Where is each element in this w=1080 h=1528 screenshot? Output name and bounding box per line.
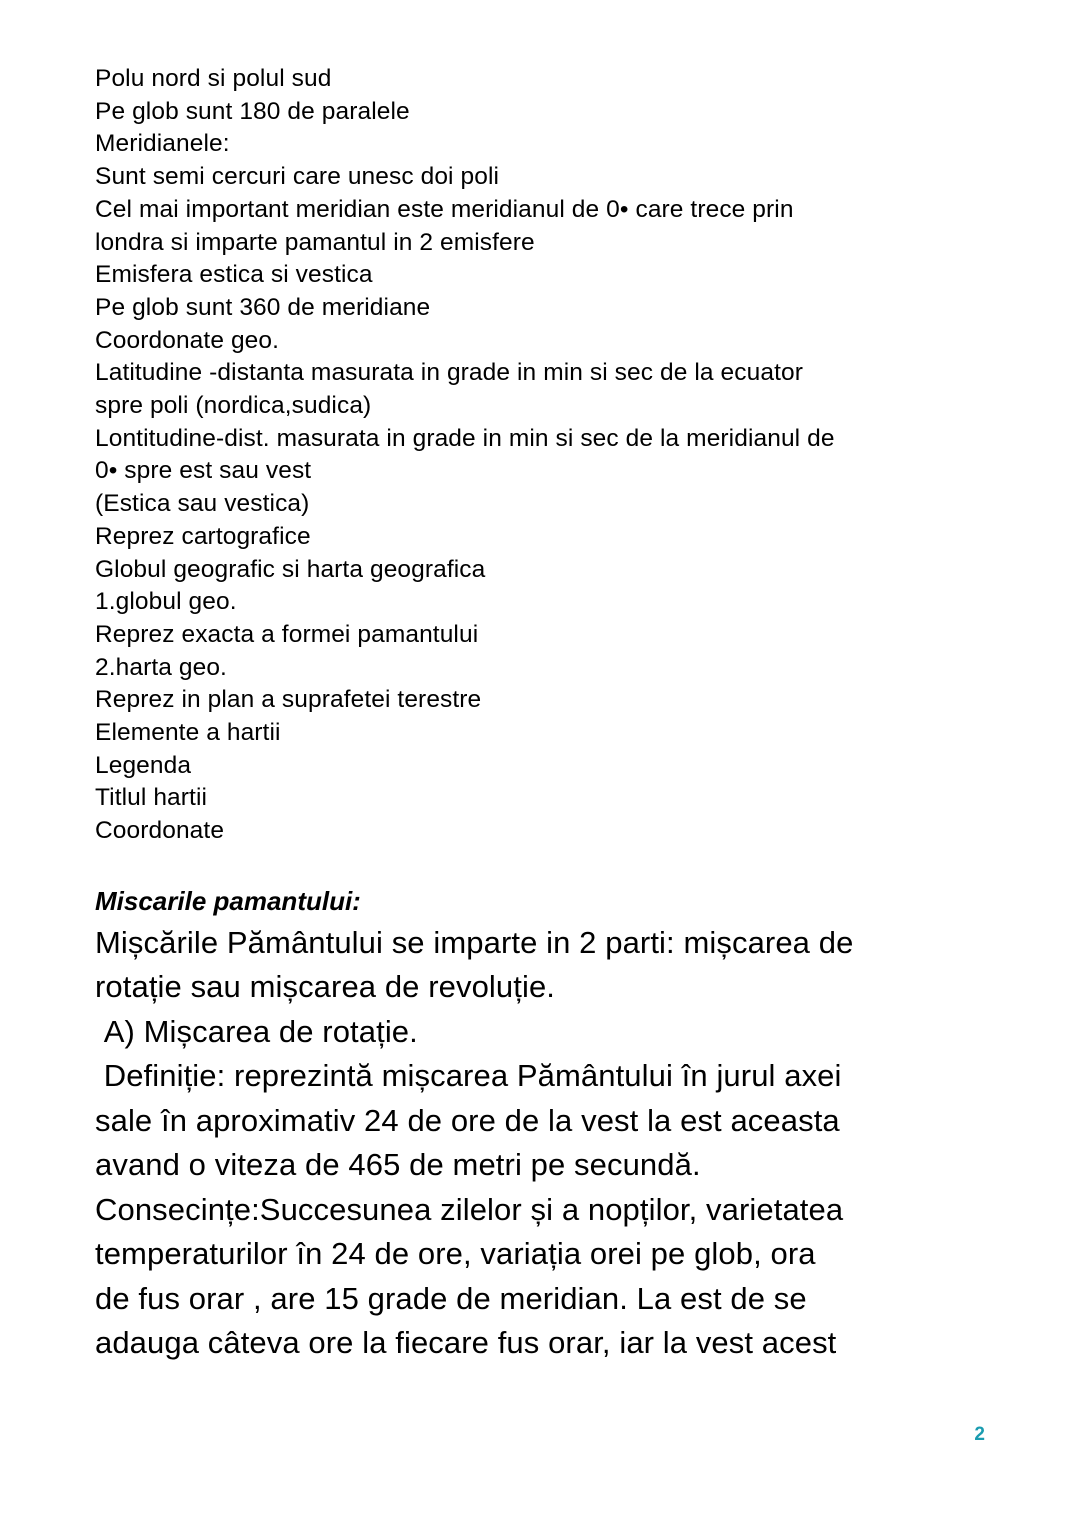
note-line: Pe glob sunt 180 de paralele xyxy=(95,97,410,125)
note-line: Meridianele: xyxy=(95,130,230,158)
note-line: Coordonate xyxy=(95,817,225,845)
note-line: (Estica sau vestica) xyxy=(95,490,310,518)
note-line: Titlul hartii xyxy=(95,784,208,812)
body-line: sale în aproximativ 24 de ore de la vest la est aceasta xyxy=(95,1102,840,1138)
note-line: Emisfera estica si vestica xyxy=(95,261,373,289)
body-line: temperaturilor în 24 de ore, variația orei pe glob, ora xyxy=(95,1236,816,1272)
note-line: londra si imparte pamantul in 2 emisfere xyxy=(95,228,535,256)
note-line: 0• spre est sau vest xyxy=(95,457,312,485)
section-body xyxy=(95,921,985,1366)
notes-block xyxy=(95,63,985,848)
body-line: avand o viteza de 465 de metri pe secundă. xyxy=(95,1147,701,1183)
note-line: Polu nord si polul sud xyxy=(95,65,332,92)
body-line: rotație sau mișcarea de revoluție. xyxy=(95,969,556,1005)
body-line: de fus orar , are 15 grade de meridian. La est de se xyxy=(95,1280,807,1316)
note-line: spre poli (nordica,sudica) xyxy=(95,392,372,420)
note-line: Coordonate geo. xyxy=(95,326,280,354)
note-line: Elemente a hartii xyxy=(95,719,281,747)
note-line: Legenda xyxy=(95,751,192,779)
note-line: 1.globul geo. xyxy=(95,588,237,616)
section-heading: Miscarile pamantului: xyxy=(95,885,361,916)
note-line: Sunt semi cercuri care unesc doi poli xyxy=(95,163,500,191)
body-line: Consecințe:Succesunea zilelor și a nopților, varietatea xyxy=(95,1191,844,1227)
note-line: 2.harta geo. xyxy=(95,653,227,681)
note-line: Lontitudine-dist. masurata in grade in min si sec de la meridianul de xyxy=(95,424,835,452)
note-line: Reprez exacta a formei pamantului xyxy=(95,620,479,648)
body-line: Definiție: reprezintă mișcarea Pământului în jurul axei xyxy=(95,1058,842,1094)
note-line: Cel mai important meridian este meridianul de 0• care trece prin xyxy=(95,195,794,223)
body-line: adauga câteva ore la fiecare fus orar, iar la vest acest xyxy=(95,1325,837,1361)
page-number: 2 xyxy=(974,1424,985,1445)
note-line: Globul geografic si harta geografica xyxy=(95,555,486,583)
body-line: A) Mișcarea de rotație. xyxy=(95,1013,418,1049)
note-line: Pe glob sunt 360 de meridiane xyxy=(95,293,431,321)
note-line: Latitudine -distanta masurata in grade in min si sec de la ecuator xyxy=(95,359,803,387)
note-line: Reprez cartografice xyxy=(95,522,311,550)
note-line: Reprez in plan a suprafetei terestre xyxy=(95,686,482,714)
body-line: Mișcările Pământului se imparte in 2 parti: mișcarea de xyxy=(95,924,854,960)
